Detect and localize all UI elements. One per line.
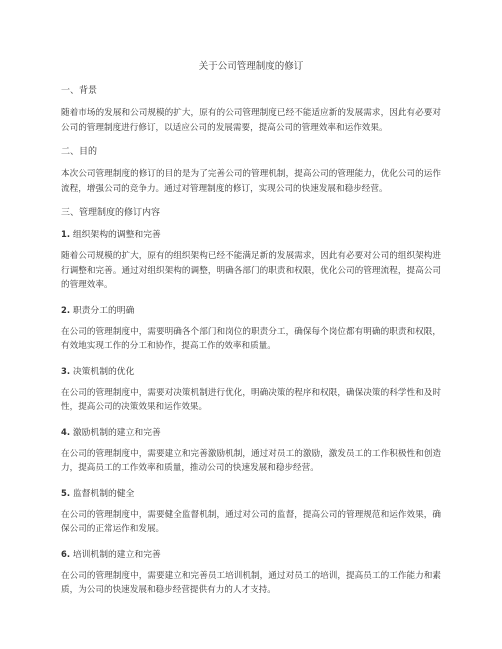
item-number: 5. [61, 487, 71, 498]
item-heading-5 [61, 487, 441, 501]
item-title: 监督机制的健全 [72, 488, 135, 499]
item-heading-2 [61, 304, 441, 318]
item-paragraph-2: 在公司的管理制度中，需要明确各个部门和岗位的职责分工，确保每个岗位都有明确的职责和权限，有效地实现工作的分工和协作，提高工作的效率和质量。 [61, 326, 441, 351]
item-title: 职责分工的明确 [72, 305, 135, 316]
item-heading-4 [61, 426, 441, 440]
item-paragraph-4: 在公司的管理制度中，需要建立和完善激励机制，通过对员工的激励，激发员工的工作积极性和创造力，提高员工的工作效率和质量，推动公司的快速发展和稳步经营。 [61, 448, 441, 473]
item-number: 6. [61, 548, 71, 559]
document-page [61, 60, 441, 609]
item-number: 3. [61, 365, 71, 376]
item-number: 1. [61, 229, 71, 239]
document-title: 关于公司管理制度的修订 [198, 61, 304, 72]
section-heading-purpose: 二、目的 [61, 147, 98, 157]
item-title: 组织架构的调整和完善 [72, 230, 161, 240]
item-paragraph-6: 在公司的管理制度中，需要建立和完善员工培训机制，通过对员工的培训，提高员工的工作能力和素质，为公司的快速发展和稳步经营提供有力的人才支持。 [61, 570, 441, 595]
item-heading-6 [61, 548, 441, 562]
item-number: 2. [61, 304, 71, 315]
section-paragraph-purpose: 本次公司管理制度的修订的目的是为了完善公司的管理机制，提高公司的管理能力，优化公司的运作流程，增强公司的竞争力。通过对管理制度的修订，实现公司的快速发展和稳步经营。 [61, 169, 441, 194]
item-heading-3 [61, 365, 441, 379]
section-heading-background: 一、背景 [61, 86, 98, 96]
item-number: 4. [61, 426, 71, 437]
item-title: 激励机制的建立和完善 [72, 427, 161, 438]
section-paragraph-background: 随着市场的发展和公司规模的扩大，原有的公司管理制度已经不能适应新的发展需求，因此有必要对公司的管理制度进行修订，以适应公司的发展需要，提高公司的管理效率和运作效果。 [61, 108, 441, 133]
item-paragraph-5: 在公司的管理制度中，需要健全监督机制，通过对公司的监督，提高公司的管理规范和运作效果，确保公司的正常运作和发展。 [61, 509, 441, 534]
item-title: 培训机制的建立和完善 [72, 549, 161, 560]
item-paragraph-3: 在公司的管理制度中，需要对决策机制进行优化，明确决策的程序和权限，确保决策的科学性和及时性，提高公司的决策效果和运作效果。 [61, 387, 441, 412]
section-heading-revision-content: 三、管理制度的修订内容 [61, 208, 161, 218]
item-title: 决策机制的优化 [72, 366, 135, 377]
item-paragraph-1: 随着公司规模的扩大，原有的组织架构已经不能满足新的发展需求，因此有必要对公司的组织架构进行调整和完善。通过对组织架构的调整，明确各部门的职责和权限，优化公司的管理流程，提高公司的管理效率。 [61, 251, 441, 290]
item-heading-1 [61, 228, 441, 242]
